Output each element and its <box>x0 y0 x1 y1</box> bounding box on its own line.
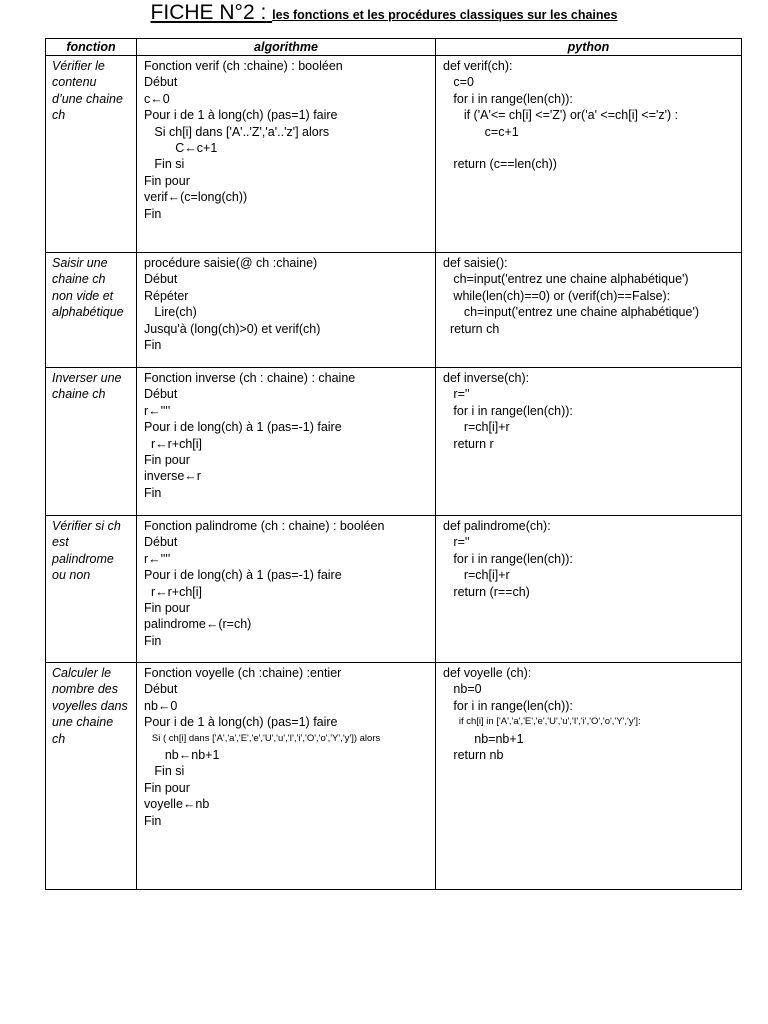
algo-line: Pour i de 1 à long(ch) (pas=1) faire <box>144 715 338 730</box>
algo-line: r←'''' <box>144 403 171 418</box>
algo-line: procédure saisie(@ ch :chaine) <box>144 256 318 270</box>
algo-line: Fin <box>144 813 162 828</box>
algo-line: Début <box>144 75 178 90</box>
python-cell <box>436 368 742 516</box>
algo-line: inverse←r <box>144 469 201 484</box>
fonction-line: voyelles dans <box>52 698 128 713</box>
python-line: c=c+1 <box>443 124 519 139</box>
algo-line: Jusqu'à (long(ch)>0) et verif(ch) <box>144 321 321 336</box>
table-row <box>46 516 742 663</box>
algo-line: Fonction palindrome (ch : chaine) : booléen <box>144 519 385 533</box>
algo-line: Fin pour <box>144 453 190 468</box>
python-line: return nb <box>443 748 504 763</box>
fonction-cell <box>46 663 137 890</box>
python-line: r='' <box>443 387 470 402</box>
python-line: ch=input('entrez une chaine alphabétique') <box>443 305 699 320</box>
page-title <box>0 1 768 25</box>
fonction-line: chaine ch <box>52 387 106 402</box>
algo-line: Pour i de 1 à long(ch) (pas=1) faire <box>144 108 338 123</box>
fonction-line: ou non <box>52 568 91 583</box>
functions-table <box>45 38 742 890</box>
python-line: return (c==len(ch)) <box>443 157 557 172</box>
algo-line: r←r+ch[i] <box>144 436 202 451</box>
python-line: return ch <box>443 321 500 336</box>
algo-line: Lire(ch) <box>144 305 197 320</box>
algo-line: Fin <box>144 206 162 221</box>
algorithme-cell <box>137 253 436 368</box>
fonction-line: Inverser une <box>52 371 122 385</box>
fonction-line: d’une chaine <box>52 91 123 106</box>
algo-line: nb←0 <box>144 698 178 713</box>
python-line: return (r==ch) <box>443 584 530 599</box>
fonction-line: nombre des <box>52 682 119 697</box>
algo-line: nb←nb+1 <box>144 748 220 763</box>
algo-line: Fonction inverse (ch : chaine) : chaine <box>144 371 356 385</box>
fonction-line: ch <box>52 108 66 123</box>
fonction-line: est <box>52 535 69 550</box>
table-row <box>46 253 742 368</box>
python-cell <box>436 253 742 368</box>
python-line <box>443 140 741 156</box>
python-line: def verif(ch): <box>443 59 513 73</box>
title-subtitle: les fonctions et les procédures classiques sur les chaines <box>272 8 618 22</box>
algo-line: Fin pour <box>144 601 190 616</box>
algo-line: Fonction voyelle (ch :chaine) :entier <box>144 666 342 680</box>
algo-line: Début <box>144 387 178 402</box>
fonction-cell <box>46 368 137 516</box>
python-line: r=ch[i]+r <box>443 568 510 583</box>
python-line: def palindrome(ch): <box>443 519 551 533</box>
table-row <box>46 663 742 890</box>
python-line: if ch[i] in ['A','a','E','e','U','u','I','i','O','o','Y','y']: <box>443 716 641 728</box>
algo-line: Fin pour <box>144 780 190 795</box>
fonction-line: ch <box>52 731 66 746</box>
algo-line: verif←(c=long(ch)) <box>144 190 248 205</box>
algo-line: Début <box>144 272 178 287</box>
python-line: for i in range(len(ch)): <box>443 91 573 106</box>
python-line: ch=input('entrez une chaine alphabétique') <box>443 272 689 287</box>
algo-line: Début <box>144 535 178 550</box>
python-line: def saisie(): <box>443 256 508 270</box>
python-cell <box>436 663 742 890</box>
python-line: for i in range(len(ch)): <box>443 403 573 418</box>
algo-line: Fin <box>144 338 162 353</box>
algo-line: Fin <box>144 633 162 648</box>
header-python: python <box>436 39 742 56</box>
fonction-line: contenu <box>52 75 97 90</box>
fonction-line: Saisir une <box>52 256 108 270</box>
algo-line: r←r+ch[i] <box>144 584 202 599</box>
python-line: for i in range(len(ch)): <box>443 698 573 713</box>
fonction-cell <box>46 253 137 368</box>
table-header-row <box>46 39 742 56</box>
python-line: while(len(ch)==0) or (verif(ch)==False): <box>443 288 671 303</box>
fonction-cell <box>46 516 137 663</box>
python-line: r='' <box>443 535 470 550</box>
fonction-line: palindrome <box>52 551 114 566</box>
algorithme-cell <box>137 663 436 890</box>
algo-line: Pour i de long(ch) à 1 (pas=-1) faire <box>144 420 342 435</box>
python-line: for i in range(len(ch)): <box>443 551 573 566</box>
algorithme-cell <box>137 516 436 663</box>
algo-line: voyelle←nb <box>144 797 210 812</box>
python-line: def voyelle (ch): <box>443 666 532 680</box>
table-row <box>46 56 742 253</box>
python-line: def inverse(ch): <box>443 371 530 385</box>
algo-line: r←'''' <box>144 551 171 566</box>
algo-line: palindrome←(r=ch) <box>144 617 252 632</box>
fonction-line: Vérifier si ch <box>52 519 121 533</box>
algorithme-cell <box>137 56 436 253</box>
fonction-line: alphabétique <box>52 305 124 320</box>
python-line: r=ch[i]+r <box>443 420 510 435</box>
python-line: return r <box>443 436 494 451</box>
fonction-line: non vide et <box>52 288 114 303</box>
algo-line: Fin <box>144 485 162 500</box>
python-cell <box>436 56 742 253</box>
algo-line: Fin pour <box>144 173 190 188</box>
algo-line: Fonction verif (ch :chaine) : booléen <box>144 59 343 73</box>
algo-line: c←0 <box>144 91 170 106</box>
fonction-cell <box>46 56 137 253</box>
algo-line: C←c+1 <box>144 141 218 156</box>
header-algorithme: algorithme <box>137 39 436 56</box>
algo-line: Fin si <box>144 157 185 172</box>
table-row <box>46 368 742 516</box>
algo-line: Fin si <box>144 764 185 779</box>
algo-line: Si ch[i] dans ['A'..'Z','a'..'z'] alors <box>144 124 330 139</box>
fonction-line: Calculer le <box>52 666 112 680</box>
algo-line: Répéter <box>144 288 189 303</box>
header-fonction: fonction <box>46 39 137 56</box>
algo-line: Début <box>144 682 178 697</box>
python-line: if ('A'<= ch[i] <='Z') or('a' <=ch[i] <='z') : <box>443 108 679 123</box>
python-cell <box>436 516 742 663</box>
algo-line: Si ( ch[i] dans ['A','a','E','e','U','u','I','i','O','o','Y','y']) alors <box>144 732 381 744</box>
algo-line: Pour i de long(ch) à 1 (pas=-1) faire <box>144 568 342 583</box>
algorithme-cell <box>137 368 436 516</box>
title-main: FICHE N°2 : <box>150 1 267 24</box>
fonction-line: chaine ch <box>52 272 106 287</box>
python-line: nb=nb+1 <box>443 731 524 746</box>
python-line: nb=0 <box>443 682 482 697</box>
python-line: c=0 <box>443 75 474 90</box>
fonction-line: une chaine <box>52 715 114 730</box>
fonction-line: Vérifier le <box>52 59 105 73</box>
